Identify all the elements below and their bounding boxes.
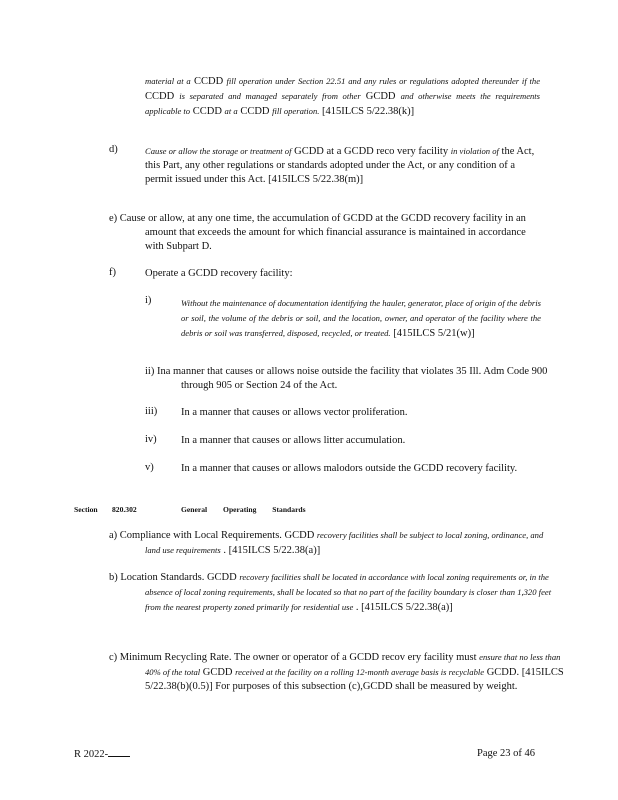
footer-rule-label: R 2022-: [74, 749, 109, 760]
sub-iii-marker: iii): [145, 406, 158, 417]
sub-v-text: In a manner that causes or allows malodors outside the GCDD recovery facility.: [181, 463, 518, 474]
continuation-text-3: GCDD: [365, 91, 396, 102]
item-a-text-1: a) Compliance with Local Requirements. GCDD: [109, 530, 315, 541]
item-b-text: [109, 570, 565, 615]
item-f-marker: f): [109, 267, 116, 278]
item-c-italic-2: received at the facility on a rolling 12-month average basis is recyclable: [235, 667, 485, 677]
footer-page-number: Page 23 of 46: [477, 748, 536, 759]
continuation-italic-1: material at a: [145, 76, 191, 86]
item-d-text-1: GCDD at a GCDD reco very facility: [294, 146, 449, 157]
continuation-italic-2: fill operation under Section 22.51 and any rules or regulations adopted thereunder if the: [226, 76, 541, 86]
item-d-italic-1: Cause or allow the storage or treatment of: [145, 146, 292, 156]
sub-iv-text: In a manner that causes or allows litter accumulation.: [181, 435, 406, 446]
item-c-text-3: GCDD. [415ILCS 5/22.38(b)(0.5)] For purposes of this subsection (c),GCDD shall be measured by weight.: [145, 667, 564, 692]
section-title: General Operating Standards: [181, 505, 306, 514]
continuation-citation: [415ILCS 5/22.38(k)]: [322, 106, 415, 117]
sub-i-citation: [415ILCS 5/21(w)]: [393, 328, 475, 339]
item-a-text: [109, 528, 555, 558]
item-c-italic-1: ensure that no less than 40% of the total: [145, 652, 561, 677]
item-d-text-2: the Act, this Part, any other regulations or standards adopted under the Act, or any condition of a permit issued under this Act. [415ILCS 5/22.38(m)]: [145, 146, 535, 185]
section-number: 820.302: [112, 505, 137, 514]
item-d-text: [145, 144, 540, 187]
sub-v-marker: v): [145, 462, 154, 473]
item-c-text-1: c) Minimum Recycling Rate. The owner or operator of a GCDD recov ery facility must: [109, 652, 477, 663]
item-f-text: Operate a GCDD recovery facility:: [145, 268, 293, 279]
item-a-italic: recovery facilities shall be subject to local zoning, ordinance, and land use requirements: [145, 530, 544, 555]
continuation-paragraph: [145, 74, 540, 119]
item-c-text: [109, 650, 570, 694]
item-d-italic-2: in violation of: [450, 146, 499, 156]
sub-i-text: [181, 296, 541, 341]
item-b-italic: recovery facilities shall be located in accordance with local zoning requirements or, in the absence of local zoning requirements, shall be located so that no part of the facility boundary is closer than 1,320 feet from the nearest property zoned primarily for residential use: [145, 572, 552, 612]
footer-blank-line: [108, 748, 130, 757]
sub-i-marker: i): [145, 295, 152, 306]
item-b-citation: . [415ILCS 5/22.38(a)]: [355, 602, 453, 613]
continuation-italic-3: is separated and managed separately from other: [179, 91, 361, 101]
footer-rule-number: [74, 748, 130, 760]
sub-i-italic: Without the maintenance of documentation identifying the hauler, generator, place of origin of the debris or soil, the volume of the debris or soil, and the location, owner, and operator of the facility where the debris or soil was transferred, disposed, recycled, or treated.: [181, 298, 541, 338]
continuation-italic-4: and otherwise meets the requirements applicable to: [145, 91, 541, 116]
continuation-text-2: CCDD: [145, 91, 175, 102]
item-e-body: e) Cause or allow, at any one time, the accumulation of GCDD at the GCDD recovery facility in an amount that exceeds the amount for which financial assurance is maintained in accordance with Subpart D.: [109, 213, 526, 252]
item-b-text-1: b) Location Standards. GCDD: [109, 572, 237, 583]
sub-iii-text: In a manner that causes or allows vector proliferation.: [181, 407, 408, 418]
continuation-italic-5: at a: [224, 106, 238, 116]
continuation-text-1: CCDD: [194, 76, 224, 87]
sub-ii-body: ii) Ina manner that causes or allows noise outside the facility that violates 35 Ill. Adm Code 900 through 905 or Section 24 of the Act.: [145, 366, 548, 391]
item-d-marker: d): [109, 144, 118, 155]
item-c-text-2: GCDD: [202, 667, 233, 678]
sub-ii-text: [145, 365, 561, 393]
item-a-citation: . [415ILCS 5/22.38(a)]: [223, 545, 321, 556]
section-label: Section: [74, 505, 98, 514]
continuation-text-4: CCDD: [192, 106, 222, 117]
continuation-text-5: CCDD: [240, 106, 270, 117]
item-e-text: [109, 212, 545, 254]
continuation-italic-6: fill operation.: [272, 106, 320, 116]
sub-iv-marker: iv): [145, 434, 157, 445]
